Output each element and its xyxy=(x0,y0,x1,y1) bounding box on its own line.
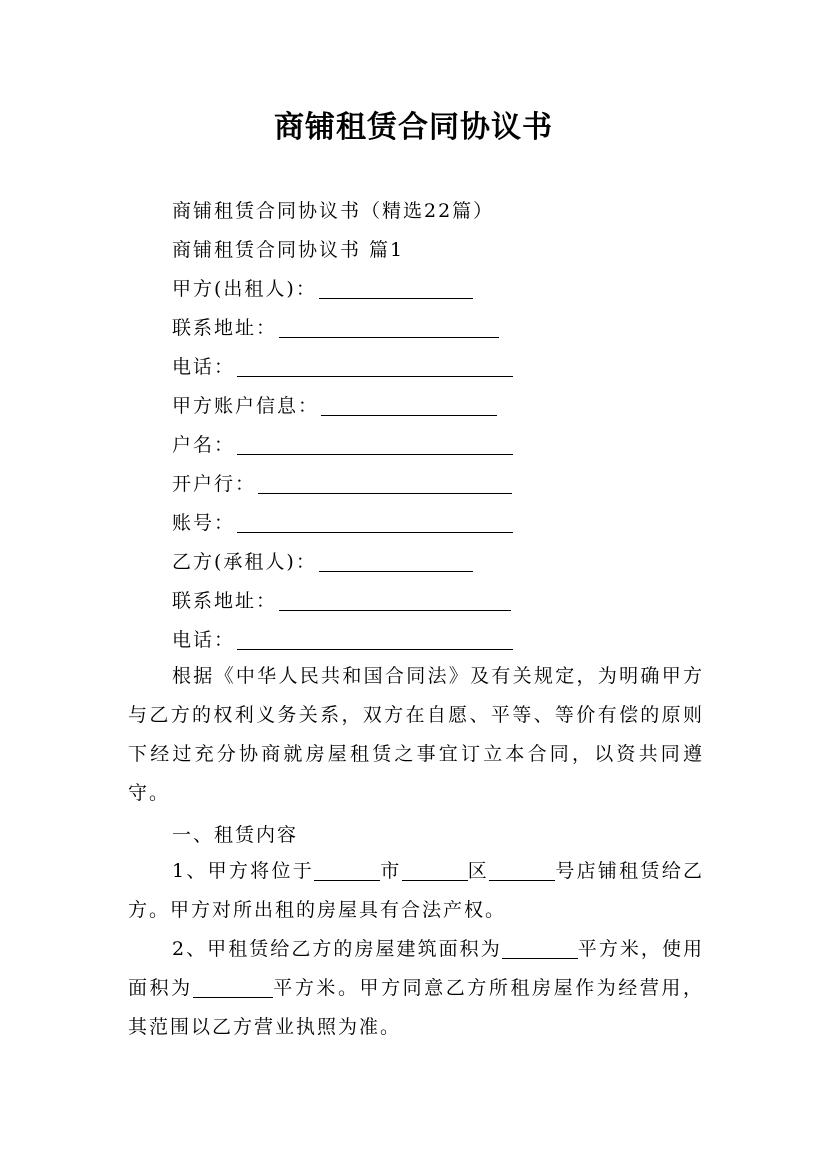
field-lessor-address xyxy=(172,313,499,343)
fill-blank xyxy=(489,860,555,881)
intro-paragraph: 根据《中华人民共和国合同法》及有关规定，为明确甲方与乙方的权利义务关系，双方在自愿、平等、等价有偿的原则下经过充分协商就房屋租赁之事宜订立本合同，以资共同遵守。 xyxy=(128,665,704,804)
fill-blank xyxy=(237,512,513,533)
section-heading: 商铺租赁合同协议书 篇1 xyxy=(172,239,405,261)
fill-blank xyxy=(258,473,512,494)
field-lessee-phone xyxy=(172,625,513,655)
field-label: 联系地址： xyxy=(172,590,278,612)
fill-blank xyxy=(237,434,513,455)
field-label: 甲方账户信息： xyxy=(172,395,320,417)
field-account-name xyxy=(172,430,513,460)
clause-text: 平方米，使用面积为 xyxy=(128,938,704,999)
field-bank xyxy=(172,469,512,499)
clause-text: 1、甲方将位于 xyxy=(172,860,314,882)
document-subtitle: 商铺租赁合同协议书（精选22篇） xyxy=(172,200,495,222)
clause-heading: 一、租赁内容 xyxy=(172,824,299,846)
field-label: 电话： xyxy=(172,629,236,651)
field-label: 联系地址： xyxy=(172,317,278,339)
field-label: 账号： xyxy=(172,512,236,534)
field-label: 户名： xyxy=(172,434,236,456)
fill-blank xyxy=(193,977,273,998)
fill-blank xyxy=(502,938,578,959)
fill-blank xyxy=(319,551,473,572)
field-lessee xyxy=(172,547,473,577)
clause-text: 2、甲租赁给乙方的房屋建筑面积为 xyxy=(172,938,502,960)
clause-2-paragraph xyxy=(128,930,704,1047)
fill-blank xyxy=(402,860,468,881)
field-lessee-address xyxy=(172,586,511,616)
fill-blank xyxy=(279,590,511,611)
field-lessor-phone xyxy=(172,352,513,382)
clause-text: 区 xyxy=(467,860,490,882)
document-title: 商铺租赁合同协议书 xyxy=(274,110,553,145)
clause-text: 市 xyxy=(379,860,402,882)
fill-blank xyxy=(319,278,473,299)
fill-blank xyxy=(279,317,499,338)
fill-blank xyxy=(237,356,513,377)
fill-blank xyxy=(314,860,380,881)
field-label: 电话： xyxy=(172,356,236,378)
clause-1-paragraph xyxy=(128,852,704,930)
clause-text: 平方米。甲方同意乙方所租房屋作为经营用，其范围以乙方营业执照为准。 xyxy=(128,977,704,1038)
fill-blank xyxy=(237,629,513,650)
field-label: 开户行： xyxy=(172,473,257,495)
field-lessor xyxy=(172,274,473,304)
field-label: 甲方(出租人)： xyxy=(172,278,317,300)
field-lessor-account xyxy=(172,391,497,421)
field-label: 乙方(承租人)： xyxy=(172,551,317,573)
fill-blank xyxy=(321,395,497,416)
clause-text: 号店铺租赁给乙方。甲方对所出租的房屋具有合法产权。 xyxy=(128,860,704,921)
field-account-number xyxy=(172,508,513,538)
